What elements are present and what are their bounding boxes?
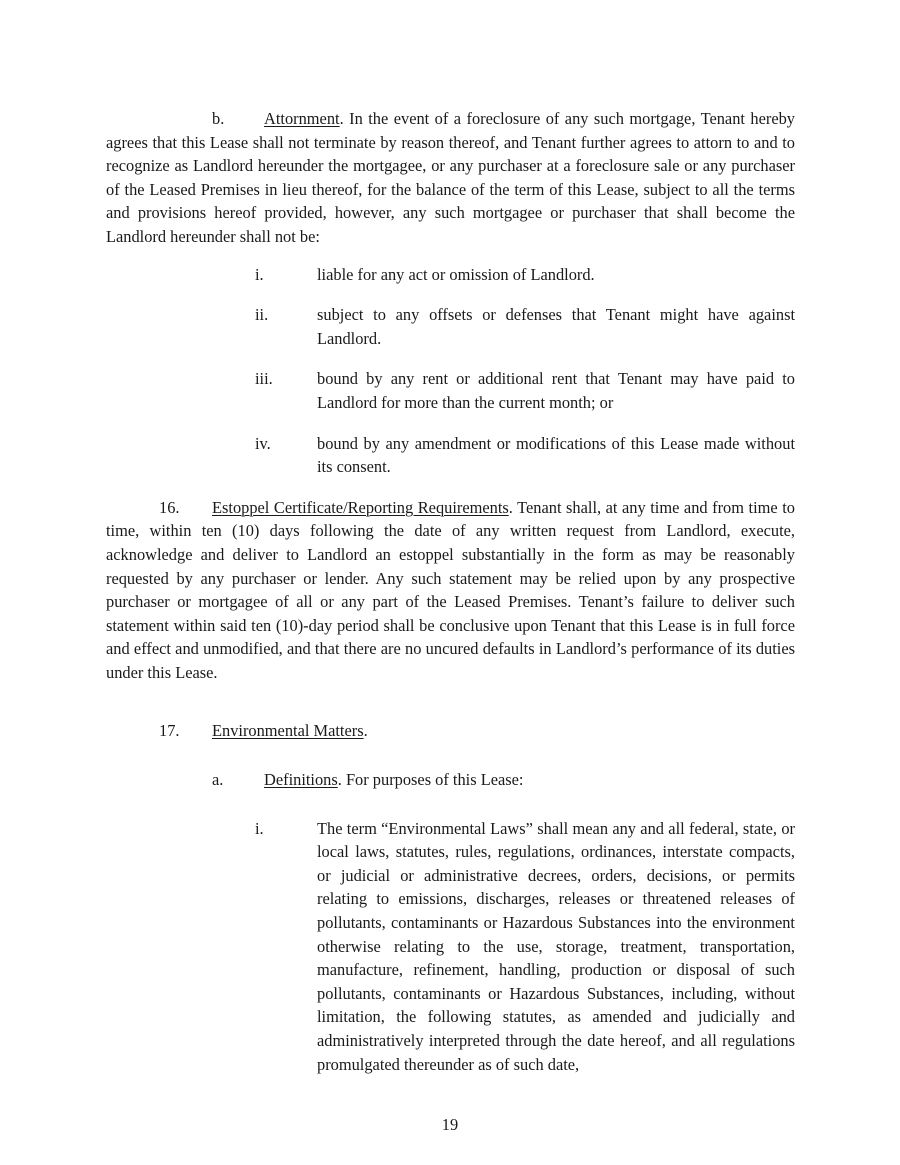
section-b-title: Attornment [264,109,340,128]
page-number: 19 [441,1115,459,1134]
list-item-text: subject to any offsets or defenses that Tenant might have against Landlord. [317,305,795,348]
section-17a-heading [106,768,795,792]
section-17-title-suffix: . [363,721,368,741]
list-item-number: i. [255,264,264,284]
section-17-label: 17. [159,721,180,741]
list-item-number: ii. [255,305,269,325]
list-item [255,817,795,1077]
section-17a-label: a. [212,770,224,790]
list-item [255,263,795,287]
list-item-text: bound by any amendment or modifications of this Lease made without its consent. [317,433,795,477]
document-page [106,107,795,1076]
section-16-estoppel [106,496,795,685]
list-item-text: liable for any act or omission of Landlord. [317,264,595,284]
section-17a-title: Definitions [264,770,338,790]
list-item-number: i. [255,818,264,838]
list-item [255,432,795,479]
list-item [255,303,795,350]
section-b-attornment [106,107,795,249]
section-b-body: . In the event of a foreclosure of any such mortgage, Tenant hereby agrees that this Lease shall not terminate by reason thereof, and Tenant further agrees to attorn to and to recognize as Landlord hereunder the mortgagee, or any purchaser at a foreclosure sale or any purchaser of the Leased Premises in lieu thereof, for the balance of the term of this Lease, subject to all the terms and provisions hereof provided, however, any such mortgagee or purchaser that shall become the Landlord hereunder shall not be: [106,109,795,246]
section-17-heading [106,719,795,743]
section-17-title: Environmental Matters [212,721,364,741]
list-item-text: The term “Environmental Laws” shall mean any and all federal, state, or local laws, statutes, rules, regulations, ordinances, interstate compacts, or judicial or administrative decrees, orders, decisions, or permits relating to emissions, discharges, releases or threatened releases of pollutants, contaminants or Hazardous Substances into the environment otherwise relating to the use, storage, treatment, transportation, manufacture, refinement, handling, production or disposal of such pollutants, contaminants or Hazardous Substances, including, without limitation, the following statutes, as amended and judicially and administratively interpreted through the date hereof, and all regulations promulgated thereunder as of such date, [317,818,795,1074]
section-b-list [106,263,795,479]
section-16-title: Estoppel Certificate/Reporting Requirements [212,497,509,517]
section-17a-body: . For purposes of this Lease: [337,770,524,790]
list-item-number: iii. [255,369,273,389]
list-item [255,367,795,414]
list-item-number: iv. [255,433,271,453]
section-b-label: b. [212,109,225,128]
section-16-body: . Tenant shall, at any time and from time to time, within ten (10) days following the date of any written request from Landlord, execute, acknowledge and deliver to Landlord an estoppel substantially in the form as may be reasonably requested by any purchaser or lender. Any such statement may be relied upon by any prospective purchaser or mortgagee of all or any part of the Leased Premises. Tenant’s failure to deliver such statement within said ten (10)-day period shall be conclusive upon Tenant that this Lease is in full force and effect and unmodified, and that there are no uncured defaults in Landlord’s performance of its duties under this Lease. [106,497,795,682]
section-16-label: 16. [159,497,180,517]
list-item-text: bound by any rent or additional rent that Tenant may have paid to Landlord for more than the current month; or [317,369,795,412]
